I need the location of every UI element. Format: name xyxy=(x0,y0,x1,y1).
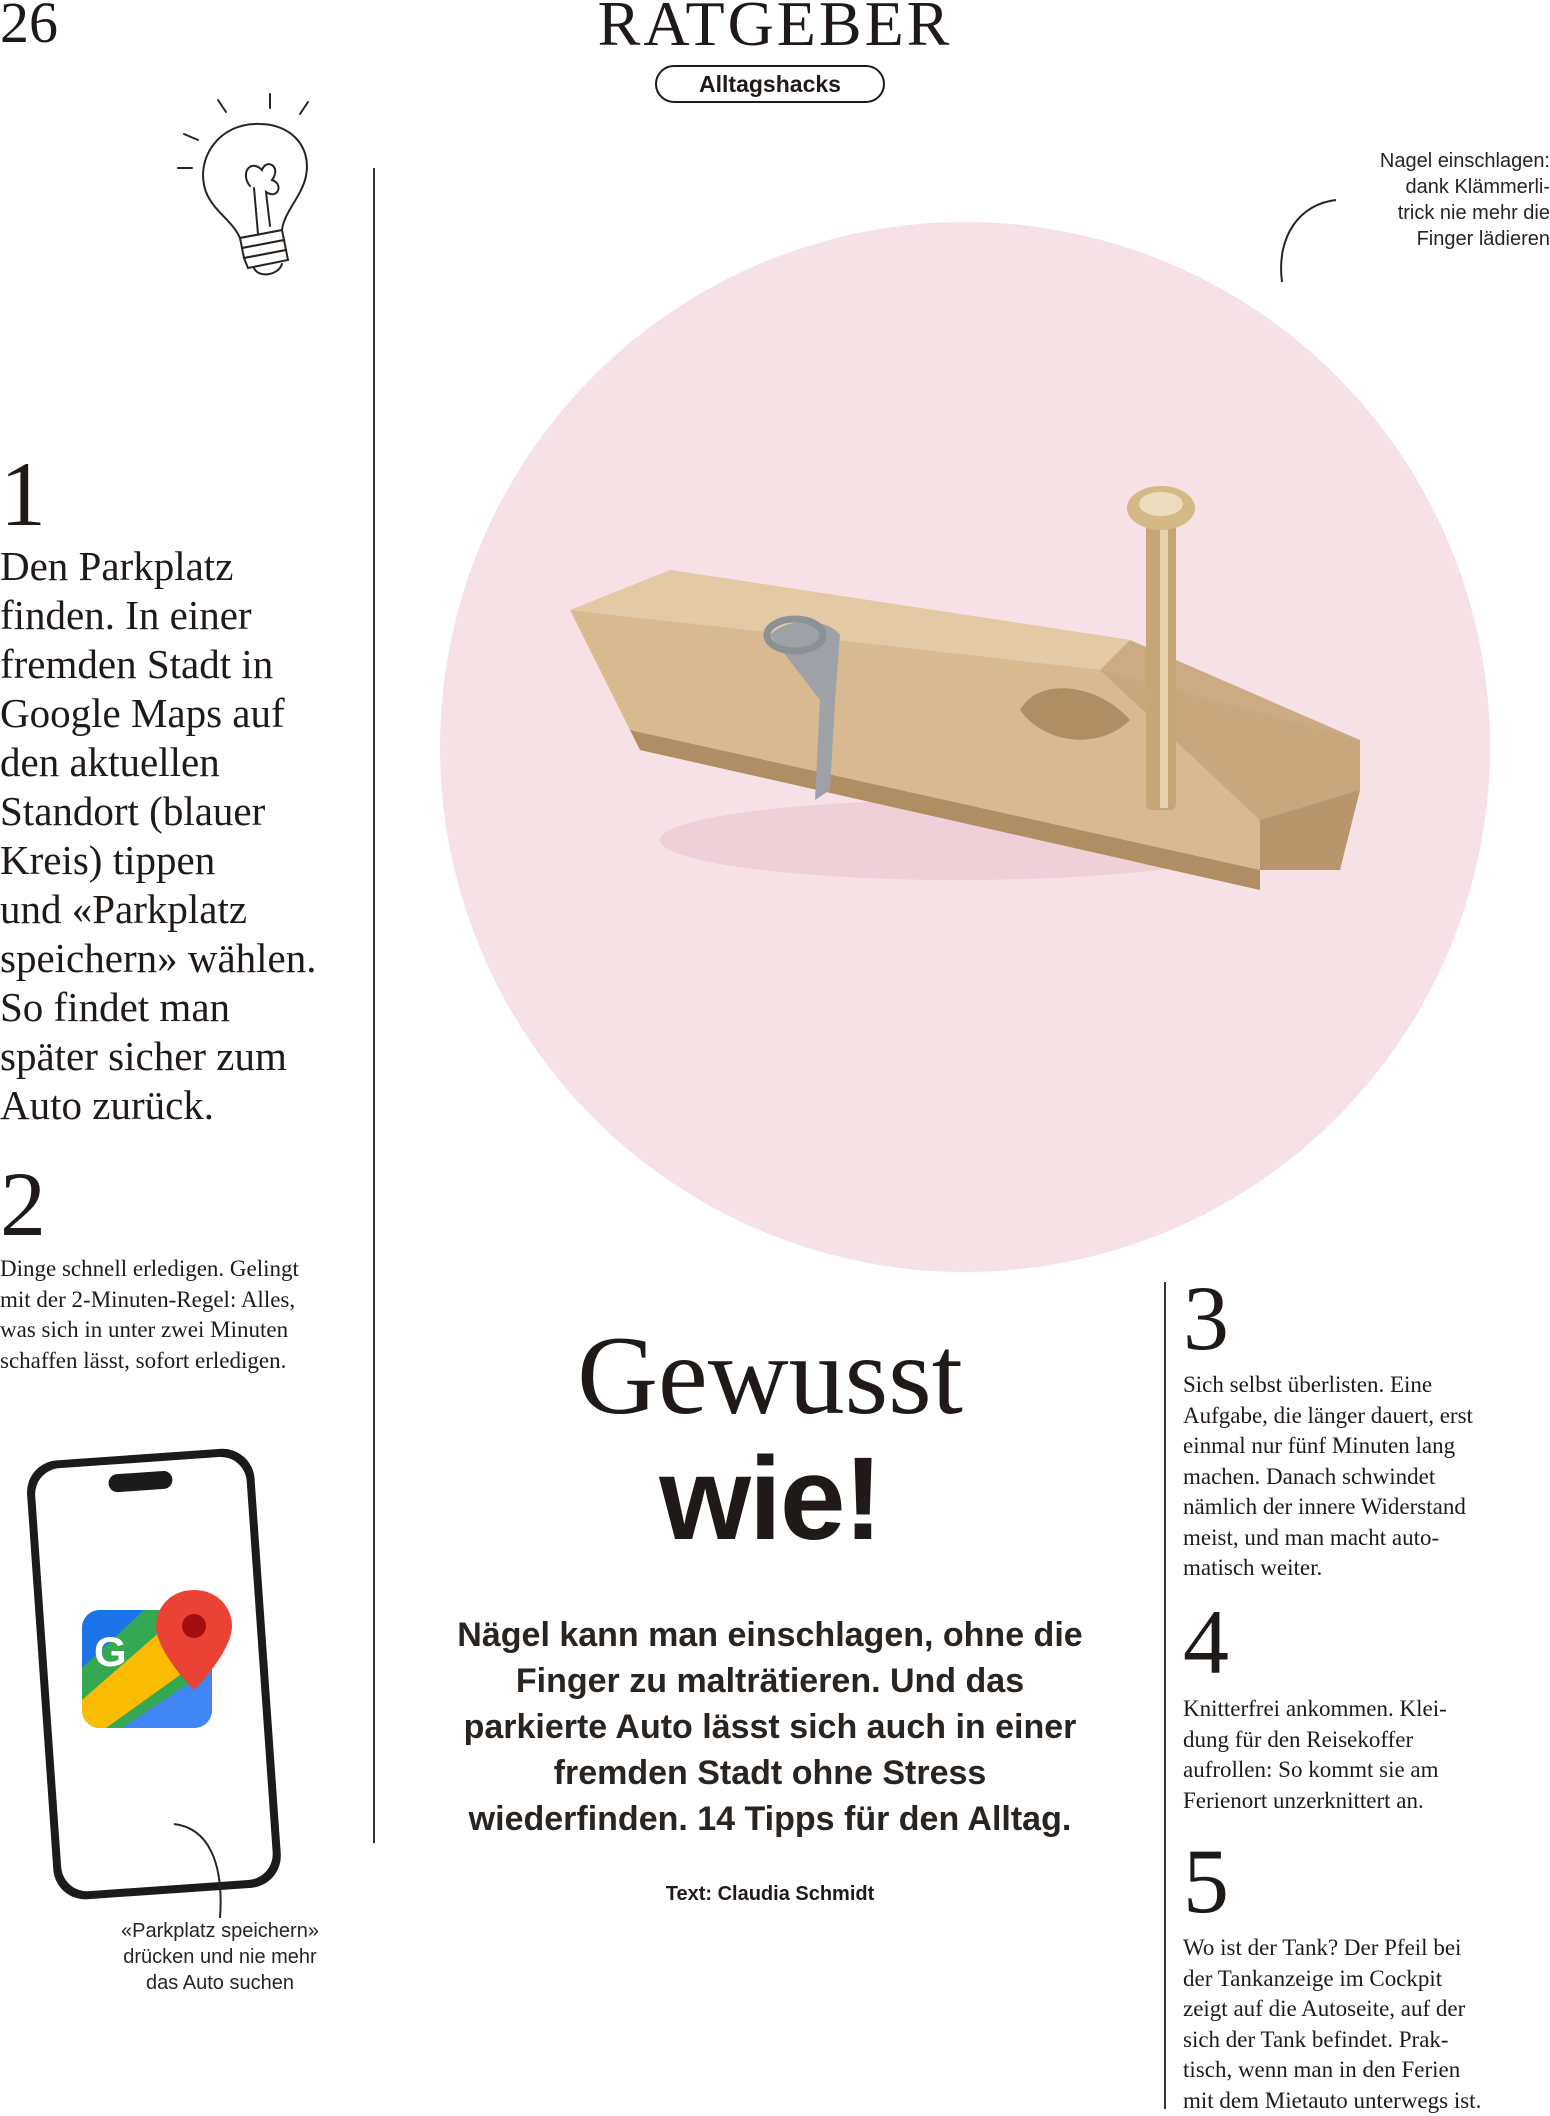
clothespin-caption xyxy=(1330,148,1550,252)
tip-line: Den Parkplatz xyxy=(0,542,360,591)
tip-line: nämlich der innere Widerstand xyxy=(1183,1492,1550,1523)
caption-pointer-line xyxy=(168,1822,238,1922)
tip-line: matisch weiter. xyxy=(1183,1553,1550,1584)
lead-line: fremden Stadt ohne Stress xyxy=(430,1750,1110,1796)
tip-line: Ferienort unzerknittert an. xyxy=(1183,1786,1550,1817)
tip-line: dung für den Reisekoffer xyxy=(1183,1725,1550,1756)
tip-line: speichern» wählen. xyxy=(0,934,360,983)
tip-line: einmal nur fünf Minuten lang xyxy=(1183,1431,1550,1462)
caption-line: Nagel einschlagen: xyxy=(1330,148,1550,174)
phone-caption xyxy=(80,1918,360,1996)
lead-line: parkierte Auto lässt sich auch in einer xyxy=(430,1704,1110,1750)
headline-line-1: Gewusst xyxy=(340,1320,1200,1432)
google-maps-icon xyxy=(82,1590,232,1740)
tip-line: zeigt auf die Autoseite, auf der xyxy=(1183,1994,1550,2025)
tip-line: aufrollen: So kommt sie am xyxy=(1183,1755,1550,1786)
caption-line: Finger lädieren xyxy=(1330,226,1550,252)
tip-text xyxy=(1183,1933,1550,2116)
tip-line: meist, und man macht auto- xyxy=(1183,1523,1550,1554)
tip-line: den aktuellen xyxy=(0,738,360,787)
tip-line: mit dem Mietauto unterwegs ist. xyxy=(1183,2086,1550,2116)
tip-text xyxy=(0,542,360,1130)
tip-line: mit der 2-Minuten-Regel: Alles, xyxy=(0,1285,365,1316)
page-number: 26 xyxy=(0,0,58,52)
lead-paragraph xyxy=(430,1612,1110,1842)
column-divider-left xyxy=(373,168,375,1843)
tip-5 xyxy=(1183,1835,1550,2116)
tip-line: Dinge schnell erledigen. Gelingt xyxy=(0,1254,365,1285)
caption-line: das Auto suchen xyxy=(80,1970,360,1996)
tip-number: 4 xyxy=(1183,1596,1550,1688)
tip-line: Google Maps auf xyxy=(0,689,360,738)
tip-line: sich der Tank befindet. Prak- xyxy=(1183,2025,1550,2056)
tip-line: tisch, wenn man in den Ferien xyxy=(1183,2055,1550,2086)
tip-4 xyxy=(1183,1596,1550,1816)
tip-line: Knitterfrei ankommen. Klei- xyxy=(1183,1694,1550,1725)
tip-line: was sich in unter zwei Minuten xyxy=(0,1315,365,1346)
tip-1 xyxy=(0,448,360,1130)
tip-line: der Tankanzeige im Cockpit xyxy=(1183,1964,1550,1995)
caption-pointer-line xyxy=(1270,196,1340,286)
caption-line: dank Klämmerli- xyxy=(1330,174,1550,200)
tip-3 xyxy=(1183,1272,1550,1584)
tip-line: So findet man xyxy=(0,983,360,1032)
tip-text xyxy=(1183,1370,1550,1584)
svg-text:G: G xyxy=(94,1628,127,1675)
tip-line: Sich selbst überlisten. Eine xyxy=(1183,1370,1550,1401)
caption-line: drücken und nie mehr xyxy=(80,1944,360,1970)
lead-line: Finger zu malträtieren. Und das xyxy=(430,1658,1110,1704)
tip-line: und «Parkplatz xyxy=(0,885,360,934)
tip-number: 1 xyxy=(0,448,360,540)
tip-line: machen. Danach schwindet xyxy=(1183,1462,1550,1493)
section-title: RATGEBER xyxy=(0,0,1550,56)
tip-2 xyxy=(0,1158,365,1376)
clothespin-with-nail-photo xyxy=(540,460,1400,1000)
subsection-badge: Alltagshacks xyxy=(655,65,885,103)
lightbulb-icon xyxy=(170,88,330,288)
tip-line: Standort (blauer xyxy=(0,787,360,836)
tip-line: fremden Stadt in xyxy=(0,640,360,689)
tip-number: 2 xyxy=(0,1158,365,1250)
tip-number: 3 xyxy=(1183,1272,1550,1364)
tip-text xyxy=(0,1254,365,1376)
caption-line: trick nie mehr die xyxy=(1330,200,1550,226)
headline-line-2: wie! xyxy=(340,1440,1200,1558)
tip-number: 5 xyxy=(1183,1835,1550,1927)
lead-line: Nägel kann man einschlagen, ohne die xyxy=(430,1612,1110,1658)
tip-line: später sicher zum xyxy=(0,1032,360,1081)
tip-line: finden. In einer xyxy=(0,591,360,640)
tip-line: schaffen lässt, sofort erledigen. xyxy=(0,1346,365,1377)
byline: Text: Claudia Schmidt xyxy=(430,1883,1110,1906)
lead-line: wiederfinden. 14 Tipps für den Alltag. xyxy=(430,1796,1110,1842)
tip-line: Wo ist der Tank? Der Pfeil bei xyxy=(1183,1933,1550,1964)
tip-line: Kreis) tippen xyxy=(0,836,360,885)
tip-line: Auto zurück. xyxy=(0,1081,360,1130)
caption-line: «Parkplatz speichern» xyxy=(80,1918,360,1944)
tip-line: Aufgabe, die länger dauert, erst xyxy=(1183,1401,1550,1432)
tip-text xyxy=(1183,1694,1550,1816)
